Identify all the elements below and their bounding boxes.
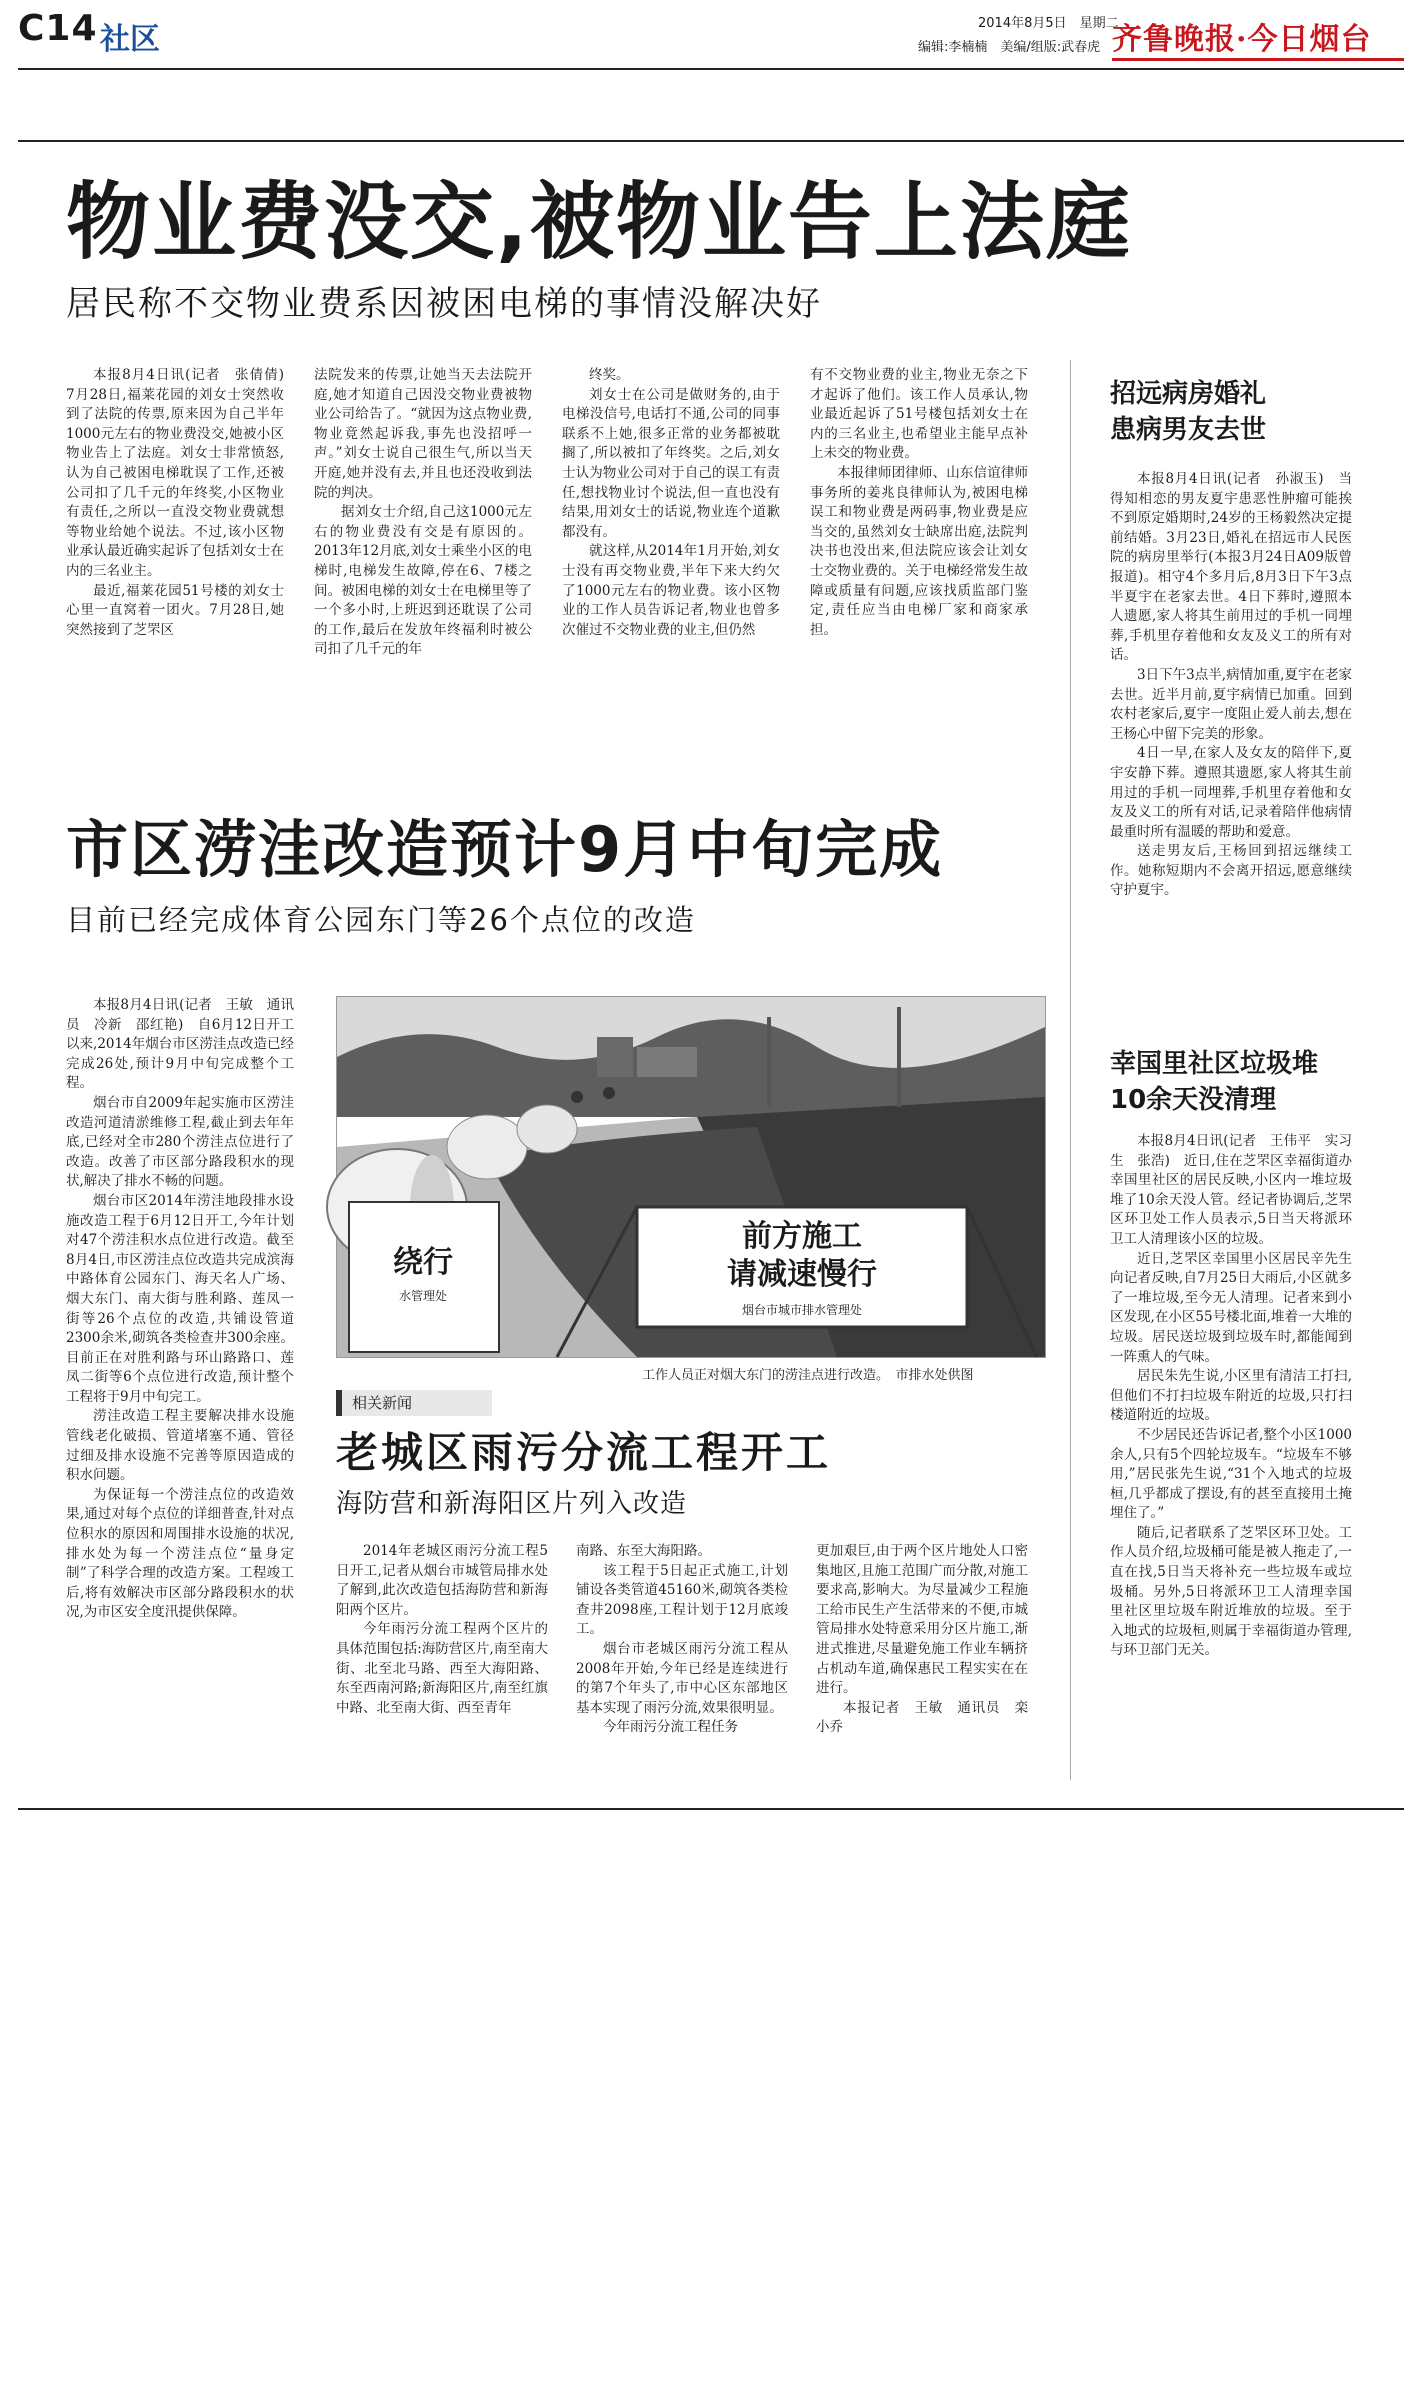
paragraph: 本报8月4日讯(记者 王伟平 实习生 张浩) 近日,住在芝罘区幸福街道办幸国里社区的居民反映,小区内一堆垃圾堆了10余天没人管。经记者协调后,芝罘区环卫处工作人员表示,5日当天将派环卫工人清理该小区的垃圾。 bbox=[1110, 1133, 1352, 1247]
section-rule bbox=[18, 140, 1404, 142]
detour-sign-text: 绕行 bbox=[393, 1245, 453, 1280]
photo-caption: 工作人员正对烟大东门的涝洼点进行改造。 市排水处供图 bbox=[642, 1368, 974, 1383]
paragraph: 烟台市自2009年起实施市区涝洼改造河道清淤维修工程,截止到去年年底,已经对全市280个涝洼点位进行了改造。改善了市区部分路段积水的现状,解决了排水不畅的问题。 bbox=[66, 1094, 294, 1190]
sidebar1-body bbox=[1110, 470, 1352, 1030]
paragraph: 刘女士在公司是做财务的,由于电梯没信号,电话打不通,公司的同事联系不上她,很多正常的业务都被耽搁了,所以被扣了年终奖。之后,刘女士认为物业公司对于自己的误工有责任,想找物业讨个说法,但一直也没有结果,用刘女士的话说,物业连个道歉都没有。 bbox=[562, 386, 780, 540]
paragraph: 据刘女士介绍,自己这1000元左右的物业费没有交是有原因的。2013年12月底,刘女士乘坐小区的电梯时,电梯发生故障,停在6、7楼之间。被困电梯的刘女士在电梯里等了一个多小时,上班迟到还耽误了公司的工作,最后在发放年终福利时被公司扣了几千元的年 bbox=[314, 504, 532, 658]
paragraph: 更加艰巨,由于两个区片地处人口密集地区,且施工范围广而分散,对施工要求高,影响大。为尽量减少工程施工给市民生产生活带来的不便,市城管局排水处特意采用分区片施工,渐进式推进,尽量避免施工作业车辆挤占机动车道,确保惠民工程实实在在进行。 bbox=[816, 1543, 1028, 1697]
paragraph: 涝洼改造工程主要解决排水设施管线老化破损、管道堵塞不通、管径过细及排水设施不完善等原因造成的积水问题。 bbox=[66, 1408, 294, 1484]
paragraph: 法院发来的传票,让她当天去法院开庭,她才知道自己因没交物业费被物业公司给告了。“就因为这点物业费,物业竟然起诉我,事先也没招呼一声。”刘女士说自己很生气,所以当天开庭,她并没有去,并且也还没收到法院的判决。 bbox=[314, 367, 532, 501]
article3-column-1 bbox=[336, 1542, 548, 1782]
paragraph: 有不交物业费的业主,物业无奈之下才起诉了他们。该工作人员承认,物业最近起诉了51号楼包括刘女士在内的三名业主,也希望业主能早点补上未交的物业费。 bbox=[810, 367, 1028, 462]
logo-underline bbox=[1112, 58, 1404, 61]
paragraph: 3日下午3点半,病情加重,夏宇在老家去世。近半月前,夏宇病情已加重。回到农村老家后,夏宇一度阻止爱人前去,想在王杨心中留下完美的形象。 bbox=[1110, 666, 1352, 742]
paragraph: 本报8月4日讯(记者 王敏 通讯员 冷新 邵红艳) 自6月12日开工以来,2014年烟台市区涝洼点改造已经完成26处,预计9月中旬完成整个工程。 bbox=[66, 997, 294, 1092]
paragraph: 烟台市区2014年涝洼地段排水设施改造工程于6月12日开工,今年计划对47个涝洼积水点位进行改造。截至8月4日,市区涝洼点位改造共完成滨海中路体育公园东门、海天名人广场、烟大东门、南大街与胜利路、莲凤一街等26个点位的改造,共铺设管道2300余米,砌筑各类检查井300余座。目前正在对胜利路与环山路路口、莲凤二街等6个点位进行改造,预计整个工程将于9月中旬完工。 bbox=[66, 1192, 294, 1405]
detour-sign-footer: 水管理处 bbox=[398, 1289, 447, 1303]
warning-sign-footer: 烟台市城市排水管理处 bbox=[741, 1303, 862, 1317]
paragraph: 近日,芝罘区幸国里小区居民辛先生向记者反映,自7月25日大雨后,小区就多了一堆垃圾,至今无人清理。记者来到小区发现,在小区55号楼北面,堆着一大堆的垃圾。居民送垃圾到垃圾车时,都能闻到一阵熏人的气味。 bbox=[1110, 1250, 1352, 1365]
sidebar2-body bbox=[1110, 1132, 1352, 1792]
paragraph: 本报律师团律师、山东信谊律师事务所的姜兆良律师认为,被困电梯误工和物业费是两码事,物业费是应当交的,虽然刘女士缺席出庭,法院判决书也没出来,但法院应该会让刘女士交物业费的。关于电梯经常发生故障或质量有问题,应该找质监部门鉴定,责任应当由电梯厂家和商家承担。 bbox=[810, 464, 1028, 638]
headline-line: 10余天没清理 bbox=[1110, 1085, 1277, 1115]
paragraph: 送走男友后,王杨回到招远继续工作。她称短期内不会离开招远,愿意继续守护夏宇。 bbox=[1110, 843, 1352, 899]
paragraph: 本报8月4日讯(记者 张倩倩) 7月28日,福莱花园的刘女士突然收到了法院的传票,原来因为自己半年1000元左右的物业费没交,她被小区物业告上了法庭。刘女士非常愤怒,认为自己被困电梯耽误了工作,还被公司扣了几千元的年终奖,小区物业有责任,之所以一直没交物业费就想等物业给她个说法。不过,该小区物业承认最近确实起诉了包括刘女士在内的三名业主。 bbox=[66, 367, 298, 579]
warning-sign-line1: 前方施工 bbox=[742, 1219, 862, 1254]
paragraph: 不少居民还告诉记者,整个小区1000余人,只有5个四轮垃圾车。“垃圾车不够用,”居民张先生说,“31个入地式的垃圾桓,几乎都成了摆设,有的甚至直接用土掩埋住了。” bbox=[1110, 1426, 1352, 1522]
paragraph: 居民朱先生说,小区里有清洁工打扫,但他们不打扫垃圾车附近的垃圾,只打扫楼道附近的垃圾。 bbox=[1110, 1368, 1352, 1424]
paragraph: 该工程于5日起正式施工,计划铺设各类管道45160米,砌筑各类检查井2098座,工程计划于12月底竣工。 bbox=[576, 1562, 788, 1638]
page-number: C14 bbox=[18, 8, 98, 49]
paragraph: 为保证每一个涝洼点位的改造效果,通过对每个点位的详细普查,针对点位积水的原因和周围排水设施的状况,排水处为每一个涝洼点位“量身定制”了科学合理的改造方案。工程竣工后,将有效解决市区部分路段积水的状况,为市区安全度汛提供保障。 bbox=[66, 1486, 294, 1621]
article1-column-1 bbox=[66, 366, 298, 736]
header-rule bbox=[18, 68, 1404, 70]
sidebar2-headline bbox=[1110, 1046, 1400, 1118]
article1-column-4 bbox=[810, 366, 1028, 736]
article3-headline: 老城区雨污分流工程开工 bbox=[336, 1428, 832, 1477]
article1-column-3 bbox=[562, 366, 780, 736]
footer-rule bbox=[18, 1808, 1404, 1810]
headline-line: 招远病房婚礼 bbox=[1110, 379, 1267, 409]
article2-headline: 市区涝洼改造预计9月中旬完成 bbox=[66, 813, 944, 886]
article2-subheadline: 目前已经完成体育公园东门等26个点位的改造 bbox=[66, 903, 696, 937]
paragraph: 就这样,从2014年1月开始,刘女士没有再交物业费,半年下来大约欠了1000元左右的物业费。该小区物业的工作人员告诉记者,物业也曾多次催过不交物业费的业主,但仍然 bbox=[562, 543, 780, 638]
editor-credits: 编辑:李楠楠 美编/组版:武春虎 bbox=[918, 40, 1101, 55]
article1-headline: 物业费没交,被物业告上法庭 bbox=[66, 173, 1132, 271]
section-name: 社区 bbox=[100, 22, 160, 57]
paragraph: 本报8月4日讯(记者 孙淑玉) 当得知相恋的男友夏宇患恶性肿瘤可能挨不到原定婚期时,24岁的王杨毅然决定提前结婚。3月23日,婚礼在招远市人民医院的病房里举行(本报3月24日A09版曾报道)。相守4个多月后,8月3日下午3点半夏宇在老家去世。4日下葬时,遵照本人遗愿,家人将其生前用过的手机一同埋葬,手机里存着他和女友及义工的所有对话。 bbox=[1110, 471, 1352, 664]
paragraph: 2014年老城区雨污分流工程5日开工,记者从烟台市城管局排水处了解到,此次改造包括海防营和新海阳两个区片。 bbox=[336, 1543, 548, 1618]
article2-body bbox=[66, 996, 294, 1786]
related-news-tag: 相关新闻 bbox=[336, 1390, 492, 1416]
newspaper-logo: 齐鲁晚报·今日烟台 bbox=[1112, 22, 1372, 57]
construction-photo bbox=[336, 996, 1046, 1358]
paragraph: 南路、东至大海阳路。 bbox=[576, 1543, 711, 1559]
paragraph: 随后,记者联系了芝罘区环卫处。工作人员介绍,垃圾桶可能是被人拖走了,一直在找,5日当天将补充一些垃圾车或垃圾桶。另外,5日将派环卫工人清理幸国里社区里垃圾车附近堆放的垃圾。至于入地式的垃圾桓,则属于幸福街道办管理,与环卫部门无关。 bbox=[1110, 1524, 1352, 1659]
article1-column-2 bbox=[314, 366, 532, 736]
article3-column-2 bbox=[576, 1542, 788, 1782]
sidebar1-headline bbox=[1110, 376, 1400, 448]
paragraph: 最近,福莱花园51号楼的刘女士心里一直窝着一团火。7月28日,她突然接到了芝罘区 bbox=[66, 582, 284, 638]
paragraph: 4日一早,在家人及女友的陪伴下,夏宇安静下葬。遵照其遗愿,家人将其生前用过的手机一同埋葬,手机里存着他和女友及义工的所有对话,记录着陪伴他病情最重时所有温暖的帮助和爱意。 bbox=[1110, 745, 1352, 840]
paragraph: 终奖。 bbox=[589, 367, 630, 383]
paragraph: 烟台市老城区雨污分流工程从2008年开始,今年已经是连续进行的第7个年头了,市中心区东部地区基本实现了雨污分流,效果很明显。 bbox=[576, 1640, 788, 1716]
paragraph: 今年雨污分流工程两个区片的具体范围包括:海防营区片,南至南大街、北至北马路、西至大海阳路、东至西南河路;新海阳区片,南至红旗中路、北至南大街、西至青年 bbox=[336, 1621, 548, 1716]
article3-subheadline: 海防营和新海阳区片列入改造 bbox=[336, 1489, 688, 1519]
headline-line: 患病男友去世 bbox=[1110, 415, 1267, 445]
sidebar-divider bbox=[1070, 360, 1071, 1780]
headline-line: 幸国里社区垃圾堆 bbox=[1110, 1049, 1319, 1079]
byline: 本报记者 王敏 通讯员 栾小乔 bbox=[816, 1699, 1028, 1736]
article3-column-3 bbox=[816, 1542, 1028, 1782]
article1-subheadline: 居民称不交物业费系因被困电梯的事情没解决好 bbox=[66, 284, 822, 324]
issue-date: 2014年8月5日 星期二 bbox=[978, 16, 1119, 31]
warning-sign-line2: 请减速慢行 bbox=[727, 1257, 877, 1292]
paragraph: 今年雨污分流工程任务 bbox=[603, 1719, 738, 1736]
